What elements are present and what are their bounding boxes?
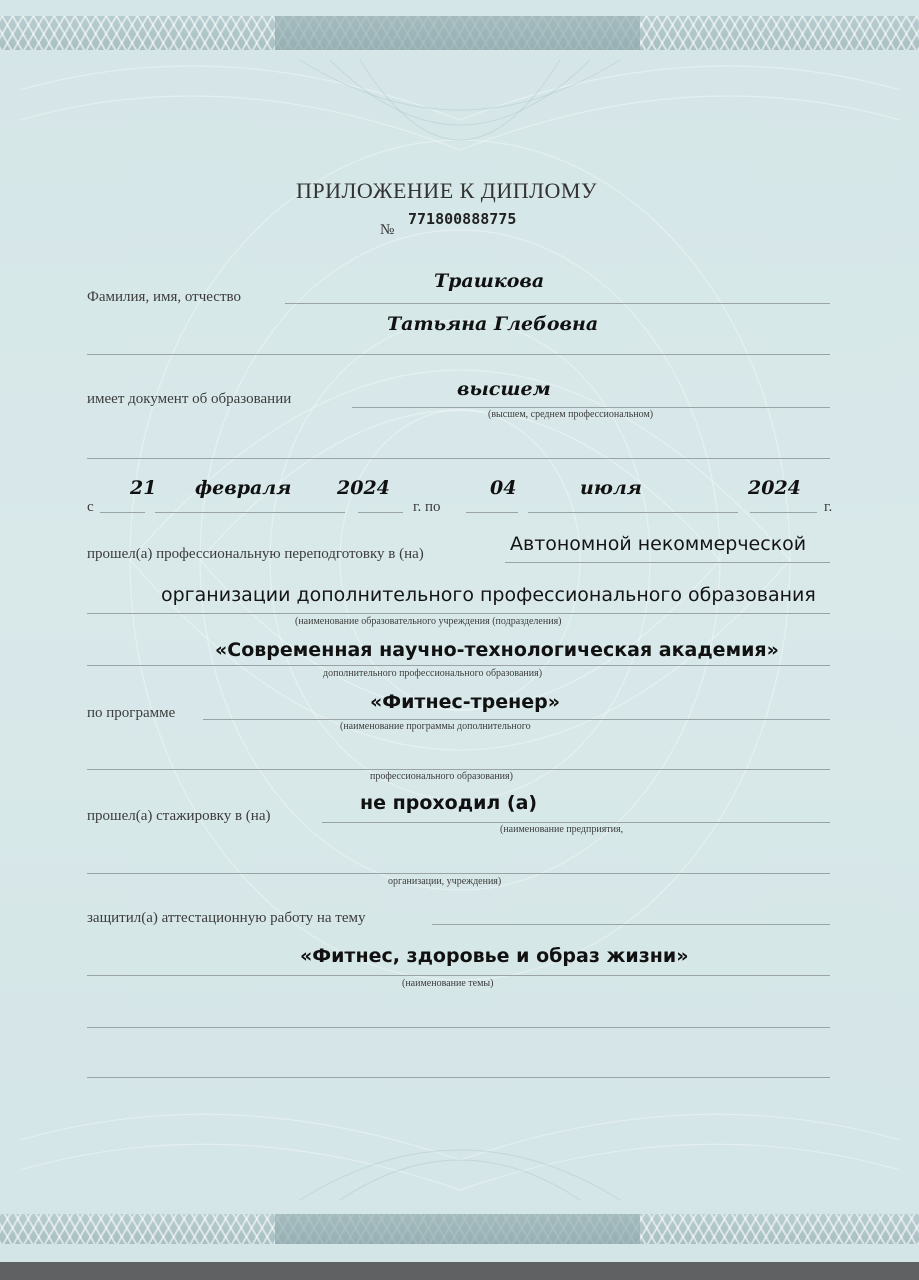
- institution-line3: «Современная научно-технологическая академия»: [215, 639, 779, 661]
- education-label: имеет документ об образовании: [87, 391, 292, 407]
- number-symbol: №: [380, 222, 395, 238]
- scan-edge: [0, 1262, 919, 1280]
- program-hint1: (наименование программы дополнительного: [340, 721, 531, 732]
- page-title: ПРИЛОЖЕНИЕ К ДИПЛОМУ: [296, 178, 598, 203]
- start-year: 2024: [337, 477, 390, 499]
- top-ornament-band: [0, 16, 919, 50]
- thesis-label: защитил(а) аттестационную работу на тему: [87, 910, 366, 926]
- start-month: февраля: [195, 477, 292, 499]
- diploma-number: 771800888775: [408, 210, 517, 228]
- education-hint: (высшем, среднем профессиональном): [488, 409, 654, 420]
- program-value: «Фитнес-тренер»: [370, 691, 560, 713]
- period-mid-label: г. по: [413, 499, 441, 515]
- thesis-hint: (наименование темы): [402, 978, 494, 989]
- program-hint2: профессионального образования): [370, 771, 513, 782]
- name-value: Татьяна Глебовна: [387, 313, 599, 335]
- bottom-ornament-band: [0, 1214, 919, 1244]
- end-month: июля: [580, 477, 642, 499]
- internship-value: не проходил (а): [360, 792, 538, 814]
- period-end-suffix: г.: [824, 499, 833, 515]
- thesis-value: «Фитнес, здоровье и образ жизни»: [300, 945, 689, 967]
- program-label: по программе: [87, 705, 176, 721]
- period-prefix: с: [87, 499, 94, 515]
- internship-hint1: (наименование предприятия,: [500, 824, 624, 835]
- institution-hint1: (наименование образовательного учреждения (подразделения): [295, 616, 562, 627]
- internship-hint2: организации, учреждения): [388, 876, 502, 887]
- end-year: 2024: [748, 477, 801, 499]
- fio-label: Фамилия, имя, отчество: [87, 289, 241, 305]
- institution-line2: организации дополнительного профессионального образования: [161, 584, 816, 606]
- institution-label: прошел(а) профессиональную переподготовку в (на): [87, 546, 424, 562]
- institution-hint2: дополнительного профессионального образования): [323, 668, 543, 679]
- internship-label: прошел(а) стажировку в (на): [87, 808, 271, 824]
- surname-value: Трашкова: [434, 270, 545, 292]
- institution-line1: Автономной некоммерческой: [510, 533, 807, 555]
- education-value: высшем: [457, 378, 551, 400]
- end-day: 04: [490, 477, 517, 499]
- start-day: 21: [130, 477, 157, 499]
